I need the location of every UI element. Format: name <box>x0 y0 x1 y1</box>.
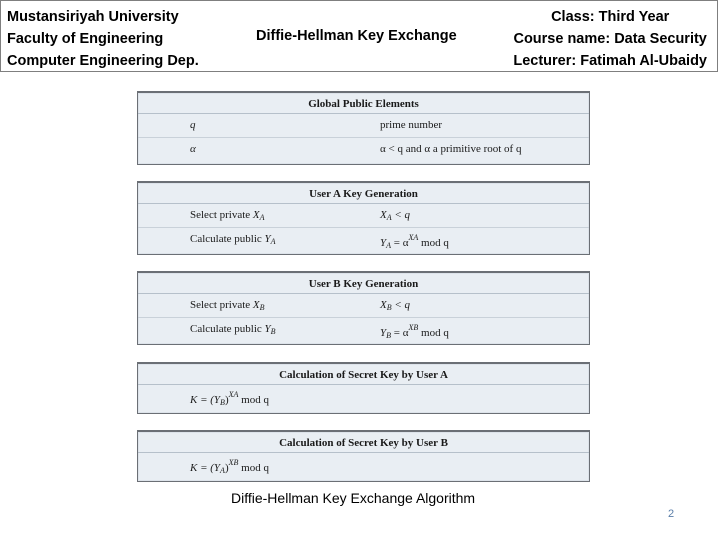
panel-title: User B Key Generation <box>138 273 589 294</box>
table-row <box>138 138 589 161</box>
global-public-elements-panel <box>137 91 590 165</box>
table-row <box>138 453 589 476</box>
page-number: 2 <box>668 508 675 520</box>
select-private-label: Select private <box>190 299 251 311</box>
table-row <box>138 385 589 408</box>
table-row: Select private $X_B$ $X_B < q$ <box>138 294 589 318</box>
private-key-condition: $X_B < q$ <box>380 299 411 312</box>
course-info-block <box>513 6 707 72</box>
table-row: Calculate public $Y_B$ $Y_B = \alpha^{XB}$ mod q <box>190 323 449 340</box>
secret-key-user-b-panel <box>137 430 590 482</box>
public-key-formula: $Y_B = \alpha^{XB}$ mod q <box>380 323 449 340</box>
user-a-key-generation-panel <box>137 181 590 255</box>
lecture-title: Diffie-Hellman Key Exchange <box>256 28 457 44</box>
alpha-symbol: α <box>190 143 196 155</box>
class-level: Class: Third Year <box>551 9 670 25</box>
table-row: Calculate public $Y_A$ $Y_A = \alpha^{XA}$ mod q <box>190 233 449 250</box>
secret-key-formula: $K = (Y_B)^{XA}$ mod q <box>190 390 269 407</box>
secret-key-formula: $K = (Y_A)^{XB}$ mod q <box>190 458 269 475</box>
faculty-name: Faculty of Engineering <box>7 31 164 47</box>
university-name: Mustansiriyah University <box>7 9 179 25</box>
secret-key-user-a-panel <box>137 362 590 414</box>
panel-title: Calculation of Secret Key by User B <box>138 432 589 453</box>
public-key-formula: $Y_A = \alpha^{XA}$ mod q <box>380 233 449 250</box>
table-row: Select private $X_A$ $X_A < q$ <box>138 204 589 228</box>
q-description: prime number <box>380 119 443 131</box>
figure-caption: Diffie-Hellman Key Exchange Algorithm <box>231 490 476 506</box>
user-b-key-generation-panel <box>137 271 590 345</box>
table-row <box>138 114 589 138</box>
lecturer-name: Lecturer: Fatimah Al-Ubaidy <box>513 53 707 69</box>
panel-title: Global Public Elements <box>138 93 589 114</box>
course-name: Course name: Data Security <box>513 31 707 47</box>
panel-title: User A Key Generation <box>138 183 589 204</box>
calculate-public-label: Calculate public <box>190 233 262 245</box>
calculate-public-label: Calculate public <box>190 323 262 335</box>
private-key-condition: $X_A < q$ <box>380 209 411 222</box>
department-name: Computer Engineering Dep. <box>7 53 199 69</box>
slide-header <box>0 0 718 72</box>
select-private-label: Select private <box>190 209 251 221</box>
institution-block <box>7 6 199 72</box>
q-symbol: q <box>190 119 196 131</box>
alpha-description: α < q and α a primitive root of q <box>380 143 522 155</box>
panel-title: Calculation of Secret Key by User A <box>138 364 589 385</box>
